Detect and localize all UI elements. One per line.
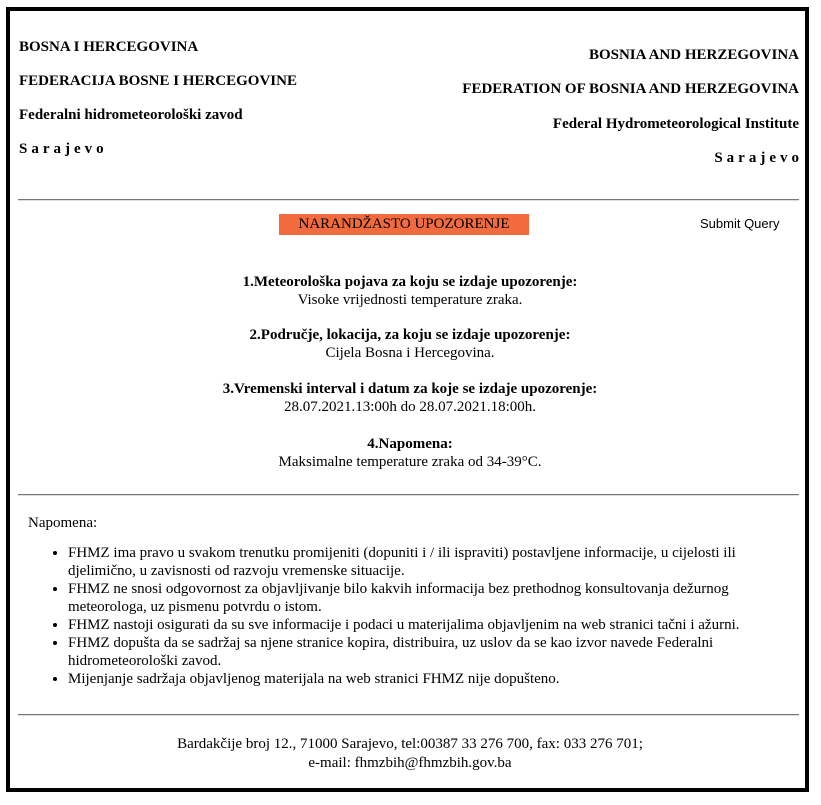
warning-section-note [10,435,810,471]
section-value: 28.07.2021.13:00h do 28.07.2021.18:00h. [283,399,537,415]
footer-address: Bardakčije broj 12., 71000 Sarajevo, tel:00387 33 276 700, fax: 033 276 701; [177,736,643,752]
section-title: 1.Meteorološka pojava za koju se izdaje upozorenje: [242,274,578,290]
section-value: Maksimalne temperature zraka od 34-39°C. [278,454,542,470]
divider-notes [18,714,799,716]
warning-section-interval [10,380,810,416]
list-item: • FHMZ nastoji osigurati da su sve informacije i podaci u materijalima objavljenim na web stranici tačni i ažurni. [68,616,798,634]
warning-section-area [10,326,810,362]
header-right-federation: FEDERATION OF BOSNIA AND HERZEGOVINA [462,81,799,97]
header-right-city: Sarajevo [714,150,803,166]
list-item: • FHMZ dopušta da se sadržaj sa njene stranice kopira, distribuira, uz uslov da se kao izvor navede Federalni hidrometeorološki zavod. [68,634,798,670]
warning-level-badge: NARANDŽASTO UPOZORENJE [279,214,529,235]
warning-section-phenomenon [10,273,810,309]
section-title: 2.Područje, lokacija, za koju se izdaje upozorenje: [249,327,571,343]
divider-warning [18,494,799,496]
header-left-institute: Federalni hidrometeorološki zavod [19,107,243,123]
header-right-institute: Federal Hydrometeorological Institute [552,116,799,132]
header-right-country: BOSNIA AND HERZEGOVINA [588,47,799,63]
list-item: • FHMZ ima pravo u svakom trenutku promijeniti (dopuniti i / ili ispraviti) postavljene informacije, u cijelosti ili djelimično, u zavisnosti od razvoju vremenske situacije. [68,544,798,580]
section-value: Cijela Bosna i Hercegovina. [325,345,495,361]
header-left-city: Sarajevo [19,141,108,157]
header-left-federation: FEDERACIJA BOSNE I HERCEGOVINE [19,73,297,89]
notes-list [62,544,798,688]
section-value: Visoke vrijednosti temperature zraka. [297,292,523,308]
submit-query-button[interactable]: Submit Query [700,216,780,231]
section-title: 4.Napomena: [367,436,453,452]
notes-title: Napomena: [28,515,98,531]
list-item: • FHMZ ne snosi odgovornost za objavljivanje bilo kakvih informacija bez prethodnog konsultovanja dežurnog meteorologa, uz pismenu potvrdu o istom. [68,580,798,616]
list-item: • Mijenjanje sadržaja objavljenog materijala na web stranici FHMZ nije dopušteno. [68,670,798,688]
section-title: 3.Vremenski interval i datum za koje se izdaje upozorenje: [222,381,598,397]
footer-email: e-mail: fhmzbih@fhmzbih.gov.ba [308,755,512,771]
page-frame [6,7,809,792]
divider-header [18,199,799,201]
header-left-country: BOSNA I HERCEGOVINA [19,39,199,55]
